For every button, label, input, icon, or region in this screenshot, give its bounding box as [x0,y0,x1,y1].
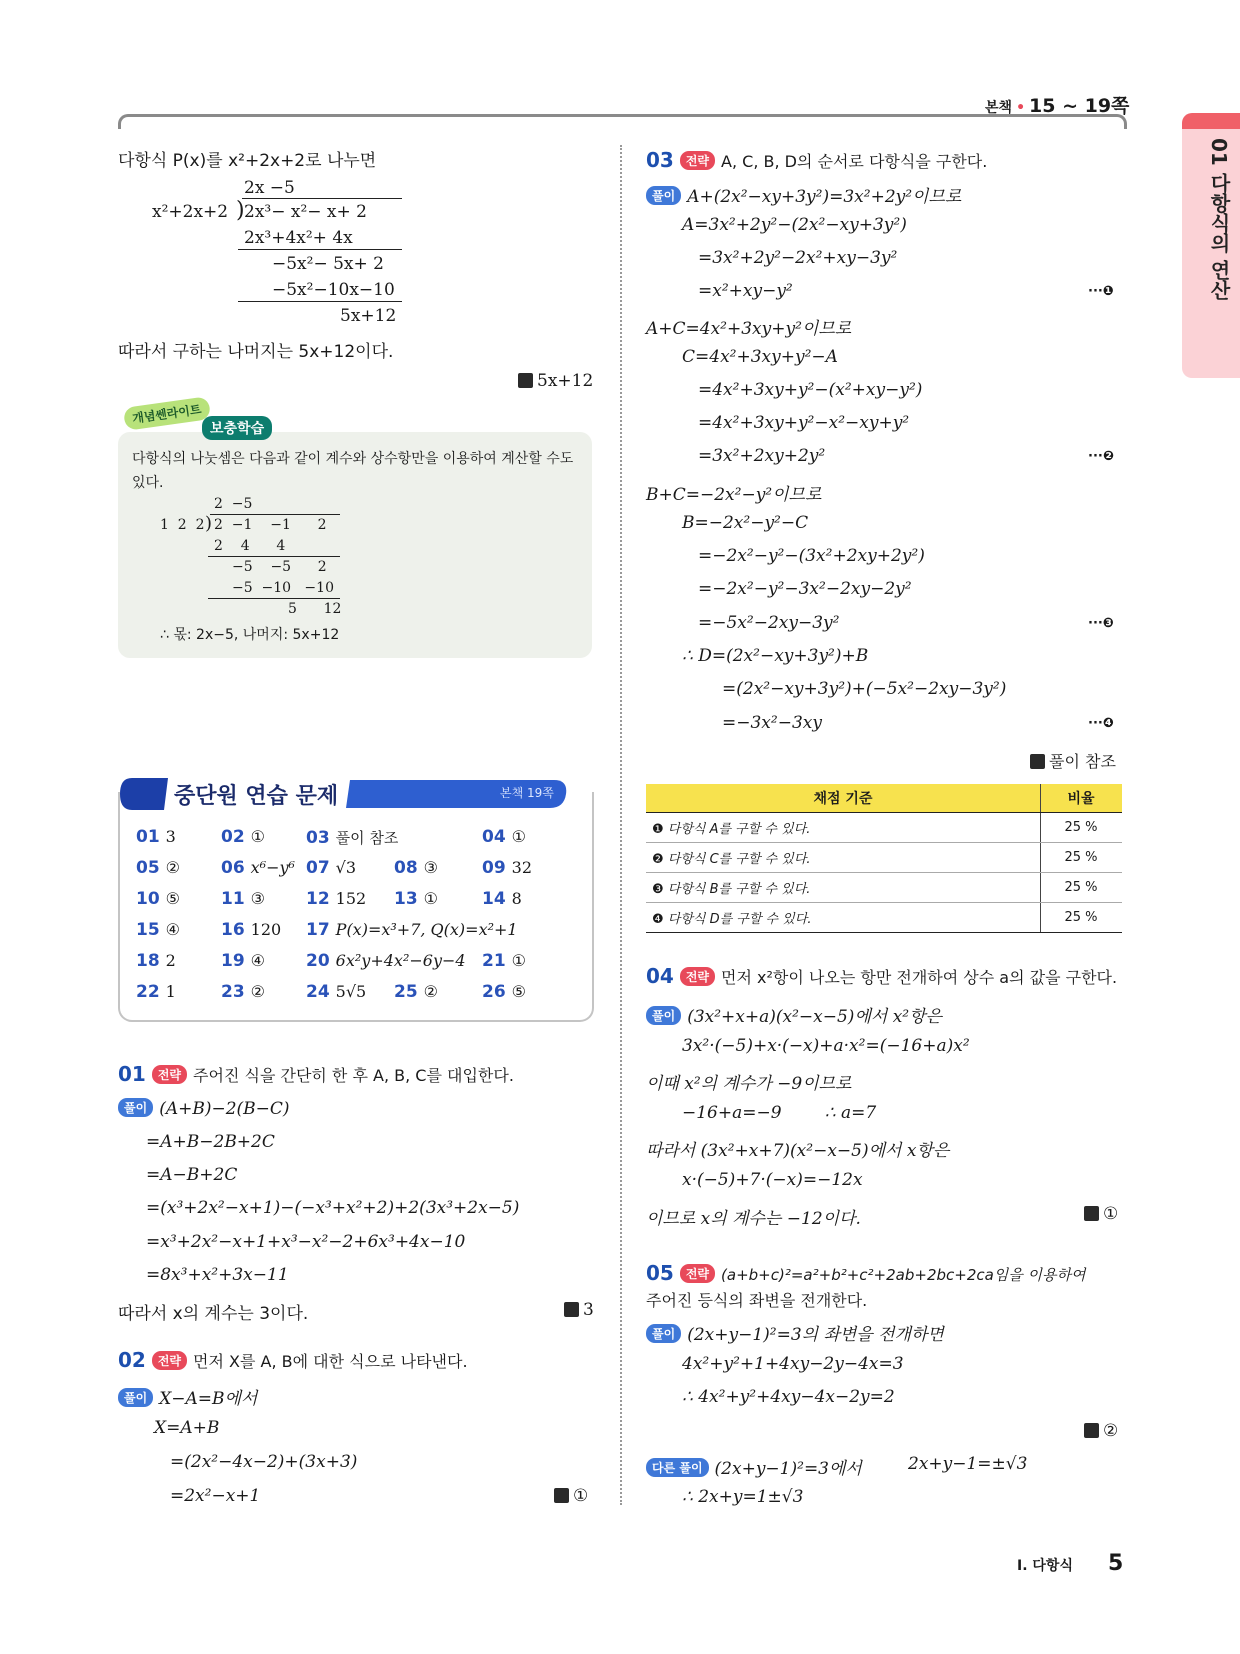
header-ref-book: 본책 [985,100,1013,116]
answer-mark-icon [1084,1423,1099,1438]
problem-02-heading [118,1348,468,1372]
solution-tag: 풀이 [118,1388,153,1407]
synthetic-bar [210,514,340,515]
answer-06: 06 x⁶−y⁶ [221,858,295,878]
concept-tag: 보충학습 [202,416,272,440]
solution-tag: 풀이 [118,1098,153,1117]
answer-mark-icon [554,1488,569,1503]
answer-03: 03 풀이 참조 [306,828,399,848]
synthetic-line-2 [208,598,340,599]
answer-10: 10 ⑤ [136,889,181,909]
alt-solution-tag: 다른 풀이 [646,1458,709,1477]
problem-03-heading [646,148,987,172]
synthetic-divisor: 1 2 2 [160,517,205,533]
problem-03-line-3: =3x²+2y²−2x²+xy−3y² [698,248,898,268]
strategy-tag: 전략 [152,1351,187,1370]
answer-07: 07 √3 [306,858,357,878]
problem-04-line-2: 3x²·(−5)+x·(−x)+a·x²=(−16+a)x² [682,1036,970,1056]
problem-01-heading [118,1062,514,1086]
problem-05-answer: ② [1084,1421,1118,1441]
answer-26: 26 ⑤ [482,982,527,1002]
synthetic-quotient: 2 −5 [214,496,253,512]
problem-01-answer: 3 [564,1300,594,1320]
division-conclusion: 따라서 구하는 나머지는 5x+12이다. [118,342,394,362]
header-rule [118,114,1127,129]
strategy-tag: 전략 [680,967,715,986]
answer-08: 08 ③ [394,858,439,878]
problem-03-line-6: C=4x²+3xy+y²−A [682,347,838,367]
problem-02-number: 02 [118,1348,146,1372]
grading-header-criteria: 채점 기준 [646,784,1041,813]
division-divisor: x²+2x+2 [152,202,229,222]
answer-17: 17 P(x)=x³+7, Q(x)=x²+1 [306,920,518,940]
answer-intro-value: 5x+12 [537,371,594,391]
problem-05-strategy: (a+b+c)²=a²+b²+c²+2ab+2bc+2ca임을 이용하여 [721,1266,1086,1284]
problem-04-line-4: −16+a=−9 ∴ a=7 [682,1103,877,1123]
problem-02-line-4: =2x²−x+1 [170,1486,261,1506]
problem-01-line-6: =8x³+x²+3x−11 [146,1265,289,1285]
answer-09: 09 32 [482,858,533,878]
problem-05-number: 05 [646,1261,674,1285]
answer-16: 16 120 [221,920,282,940]
division-row-1: 2x³+4x²+ 4x [244,228,353,248]
step-marker-1: ···❶ [1088,284,1114,299]
problem-03-line-12: =−2x²−y²−(3x²+2xy+2y²) [698,546,925,566]
intro-text: 다항식 P(x)를 x²+2x+2로 나누면 [118,151,377,171]
answer-intro [518,371,593,391]
concept-text-1: 다항식의 나눗셈은 다음과 같이 계수와 상수항만을 이용하여 계산할 수도 [132,451,574,467]
problem-05-strategy-2: 주어진 등식의 좌변을 전개한다. [646,1291,868,1310]
answer-mark-icon [564,1302,579,1317]
answer-mark-icon [1030,754,1045,769]
solution-tag: 풀이 [646,1324,681,1343]
table-row: ❷ 다항식 C를 구할 수 있다. 25 % [646,843,1122,873]
problem-03-answer: 풀이 참조 [1030,749,1116,772]
problem-04-number: 04 [646,964,674,988]
answer-22: 22 1 [136,982,176,1002]
problem-03-line-5: A+C=4x²+3xy+y²이므로 [646,319,852,339]
answer-23: 23 ② [221,982,266,1002]
problem-03-line-16: =(2x²−xy+3y²)+(−5x²−2xy−3y²) [722,679,1007,699]
problem-03-line-4: =x²+xy−y² [698,281,793,301]
division-row-3: −5x²−10x−10 [272,280,395,300]
problem-05-line-3: ∴ 4x²+y²+4xy−4x−2y=2 [682,1387,895,1407]
problem-05-alt-line-1b: 2x+y−1=±√3 [908,1454,1028,1474]
problem-01-conclusion: 따라서 x의 계수는 3이다. [118,1304,309,1324]
answer-12: 12 152 [306,889,367,909]
problem-01-line-4: =(x³+2x²−x+1)−(−x³+x²+2)+2(3x³+2x−5) [146,1198,520,1218]
problem-05-line-2: 4x²+y²+1+4xy−2y−4x=3 [682,1354,904,1374]
page-number: 5 [1108,1551,1124,1576]
problem-03-line-13: =−2x²−y²−3x²−2xy−2y² [698,579,912,599]
strategy-tag: 전략 [680,151,715,170]
grading-header-ratio: 비율 [1041,784,1123,813]
problem-03-number: 03 [646,148,674,172]
problem-05-alt-line-2: ∴ 2x+y=1±√3 [682,1487,804,1507]
chapter-side-tab-label: 01 다항식의 연산 [1207,138,1231,300]
practice-ref: 본책 19쪽 [500,786,554,800]
synthetic-line-1 [208,556,340,557]
answer-24: 24 5√5 [306,982,367,1002]
step-marker-2: ···❷ [1088,449,1114,464]
answer-01: 01 3 [136,827,176,847]
problem-04-line-7: 이므로 x의 계수는 −12이다. [646,1209,861,1229]
answer-04: 04 ① [482,827,527,847]
division-bar [242,198,402,199]
footer-chapter: Ⅰ. 다항식 [1017,1558,1073,1574]
division-line-2 [238,301,402,302]
synthetic-row-3: −5 −10 −10 [232,580,334,596]
problem-03-line-8: =4x²+3xy+y²−x²−xy+y² [698,413,910,433]
grading-header-row [646,784,1122,813]
practice-title: 중단원 연습 문제 [174,784,339,809]
problem-01-strategy: 주어진 식을 간단히 한 후 A, B, C를 대입한다. [193,1066,514,1085]
problem-04-line-3: 이때 x²의 계수가 −9이므로 [646,1074,852,1094]
problem-02-line-3: =(2x²−4x−2)+(3x+3) [170,1452,358,1472]
answer-21: 21 ① [482,951,527,971]
problem-01-number: 01 [118,1062,146,1086]
problem-02-strategy: 먼저 X를 A, B에 대한 식으로 나타낸다. [193,1352,468,1371]
problem-01-line-3: =A−B+2C [146,1165,238,1185]
header-ref-pages: 15 ~ 19쪽 [1029,95,1130,117]
concept-text-2: 있다. [132,475,164,491]
answer-mark-icon [1084,1206,1099,1221]
division-bracket: ) [236,198,245,223]
problem-03-line-14: =−5x²−2xy−3y² [698,613,840,633]
answer-05: 05 ② [136,858,181,878]
problem-04-strategy: 먼저 x²항이 나오는 항만 전개하여 상수 a의 값을 구한다. [721,968,1118,987]
synthetic-bracket: ) [205,513,213,534]
problem-03-line-15: ∴ D=(2x²−xy+3y²)+B [682,646,869,666]
problem-04-line-1: 풀이 (3x²+x+a)(x²−x−5)에서 x²항은 [646,1002,942,1027]
solution-tag: 풀이 [646,186,681,205]
problem-01-line-1: 풀이 (A+B)−2(B−C) [118,1098,290,1119]
answer-02: 02 ① [221,827,266,847]
strategy-tag: 전략 [680,1264,715,1283]
problem-04-line-5: 따라서 (3x²+x+7)(x²−x−5)에서 x항은 [646,1141,950,1161]
answer-13: 13 ① [394,889,439,909]
problem-04-line-6: x·(−5)+7·(−x)=−12x [682,1170,863,1190]
answer-15: 15 ④ [136,920,181,940]
step-marker-4: ···❹ [1088,716,1114,731]
answer-14: 14 8 [482,889,522,909]
problem-05-alt-line-1: 다른 풀이 (2x+y−1)²=3에서 [646,1454,862,1479]
problem-03-line-2: A=3x²+2y²−(2x²−xy+3y²) [682,215,907,235]
synthetic-row-1: 2 4 4 [214,538,286,554]
answer-20: 20 6x²y+4x²−6y−4 [306,951,466,971]
problem-05-heading [646,1261,1086,1285]
synthetic-result: ∴ 몫: 2x−5, 나머지: 5x+12 [160,627,340,643]
concept-logo: 개념쎈라이트 [123,396,211,431]
problem-04-answer: ① [1084,1204,1118,1224]
problem-01-line-5: =x³+2x²−x+1+x³−x²−2+6x³+4x−10 [146,1232,466,1252]
table-row: ❹ 다항식 D를 구할 수 있다. 25 % [646,903,1122,933]
answer-25: 25 ② [394,982,439,1002]
problem-03-line-9: =3x²+2xy+2y² [698,446,826,466]
problem-03-line-7: =4x²+3xy+y²−(x²+xy−y²) [698,380,923,400]
separator-dot: • [1016,100,1026,116]
problem-02-answer: ① [554,1486,588,1506]
answer-19: 19 ④ [221,951,266,971]
problem-03-line-1: 풀이 A+(2x²−xy+3y²)=3x²+2y²이므로 [646,182,961,207]
division-remainder: 5x+12 [340,306,397,326]
answer-18: 18 2 [136,951,176,971]
step-marker-3: ···❸ [1088,616,1114,631]
problem-03-line-10: B+C=−2x²−y²이므로 [646,485,822,505]
problem-03-strategy: A, C, B, D의 순서로 다항식을 구한다. [721,152,988,171]
problem-02-line-2: X=A+B [154,1418,220,1438]
problem-03-line-17: =−3x²−3xy [722,713,822,733]
strategy-tag: 전략 [152,1065,187,1084]
problem-04-heading [646,964,1117,988]
problem-03-line-11: B=−2x²−y²−C [682,513,809,533]
solution-tag: 풀이 [646,1006,681,1025]
answer-mark-icon [518,373,533,388]
synthetic-dividend: 2 −1 −1 2 [214,517,327,533]
division-dividend: 2x³− x²− x+ 2 [244,202,367,222]
synthetic-row-2: −5 −5 2 [232,559,327,575]
division-row-2: −5x²− 5x+ 2 [272,254,384,274]
column-divider [620,145,622,1505]
division-quotient: 2x −5 [244,178,295,198]
table-row: ❶ 다항식 A를 구할 수 있다. 25 % [646,813,1122,843]
problem-05-line-1: 풀이 (2x+y−1)²=3의 좌변을 전개하면 [646,1320,944,1345]
problem-01-line-2: =A+B−2B+2C [146,1132,275,1152]
table-row: ❸ 다항식 B를 구할 수 있다. 25 % [646,873,1122,903]
problem-02-line-1: 풀이 X−A=B에서 [118,1384,257,1409]
synthetic-row-4: 5 12 [288,601,342,617]
division-line-1 [238,249,402,250]
answer-11: 11 ③ [221,889,266,909]
grading-table [646,784,1122,933]
